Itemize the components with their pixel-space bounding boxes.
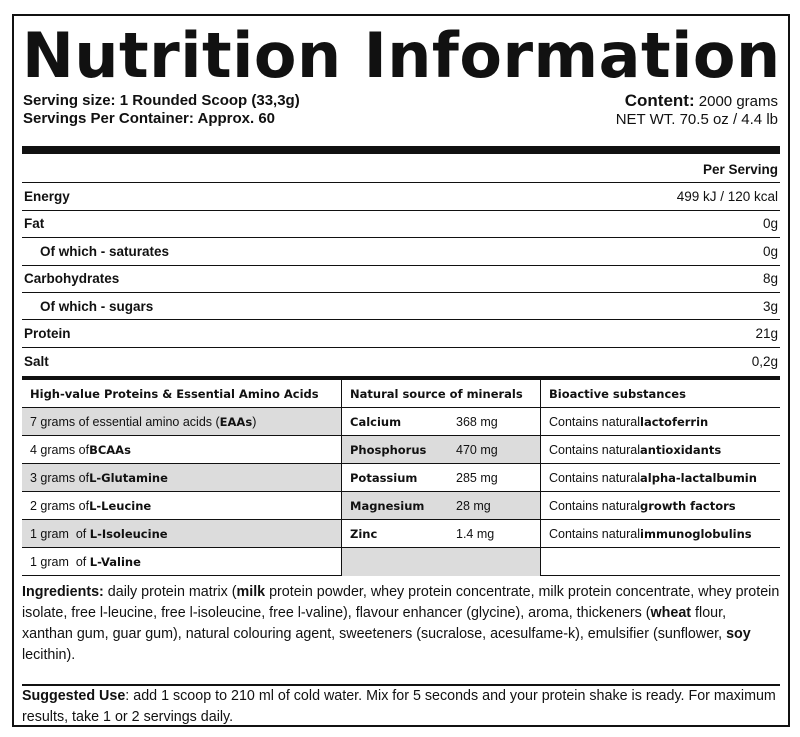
mineral-value: 368 mg (456, 414, 498, 429)
content-label: Content: (624, 91, 695, 110)
mineral-value: 285 mg (456, 470, 498, 485)
ingredients-text: lecithin). (22, 647, 76, 663)
bioactive-name: antioxidants (640, 442, 722, 457)
suggested-use-text: : add 1 scoop to 210 ml of cold water. Mix for 5 seconds and your protein shake is ready. For maximum results, take 1 or 2 servings daily. (22, 688, 776, 725)
bioactive-prefix: Contains natural (549, 442, 641, 457)
protein-text: 1 gram of (30, 555, 90, 569)
protein-highlight: L-Isoleucine (89, 526, 168, 541)
nutrition-label (12, 14, 790, 727)
bioactive-name: immunoglobulins (640, 526, 752, 541)
nutrient-row (22, 183, 780, 210)
ingredients-text: flour, xanthan gum, guar gum), natural colouring agent, sweeteners (sucralose, acesulfame-k), emulsifier (sunflower, (22, 605, 727, 642)
composition-table (22, 380, 780, 576)
divider-thick (22, 146, 780, 154)
nutrient-row (22, 238, 780, 265)
allergen-soy: soy (726, 626, 751, 642)
table-header-minerals: Natural source of minerals (342, 380, 541, 408)
protein-text: 4 grams of (30, 442, 90, 457)
bioactive-cell-empty (541, 548, 780, 576)
nutrient-name: Energy (24, 189, 70, 205)
mineral-cell (342, 520, 541, 548)
bioactive-prefix: Contains natural (549, 526, 641, 541)
protein-highlight: L-Leucine (89, 498, 152, 513)
net-weight: NET WT. 70.5 oz / 4.4 lb (615, 111, 778, 128)
nutrient-row (22, 320, 780, 347)
mineral-value: 28 mg (456, 498, 491, 513)
nutrient-value: 8g (762, 271, 778, 287)
bioactive-cell (541, 436, 780, 464)
nutrient-name: Of which - saturates (40, 243, 170, 259)
mineral-value: 1.4 mg (456, 526, 495, 541)
protein-highlight: L-Glutamine (89, 470, 168, 485)
ingredients-text: daily protein matrix ( (103, 584, 237, 600)
mineral-name: Calcium (350, 414, 402, 429)
content-line (616, 92, 778, 111)
per-serving-header (22, 156, 780, 183)
serving-size: Serving size: 1 Rounded Scoop (33,3g) (23, 92, 300, 109)
protein-cell (22, 520, 342, 548)
nutrient-name: Fat (24, 216, 45, 232)
nutrient-name: Protein (24, 326, 71, 342)
protein-highlight: BCAAs (89, 442, 131, 457)
allergen-milk: milk (236, 584, 266, 600)
protein-text: 2 grams of (30, 498, 90, 513)
protein-text: 3 grams of (30, 470, 90, 485)
table-header-proteins: High-value Proteins & Essential Amino Acids (22, 380, 342, 408)
protein-cell (22, 408, 342, 436)
allergen-wheat: wheat (650, 605, 692, 621)
protein-cell (22, 464, 342, 492)
bioactive-name: lactoferrin (640, 414, 709, 429)
nutrient-value: 0g (762, 243, 778, 259)
nutrition-facts (22, 156, 780, 375)
bioactive-cell (541, 492, 780, 520)
bioactive-prefix: Contains natural (549, 470, 641, 485)
nutrient-row (22, 266, 780, 293)
protein-cell (22, 436, 342, 464)
bioactive-name: growth factors (640, 498, 736, 513)
mineral-name: Phosphorus (350, 442, 427, 457)
nutrient-value: 0g (762, 216, 778, 232)
mineral-name: Potassium (350, 470, 418, 485)
mineral-name: Magnesium (350, 498, 425, 513)
mineral-cell (342, 408, 541, 436)
nutrient-value: 499 kJ / 120 kcal (676, 189, 778, 205)
protein-text-end: ) (252, 414, 257, 429)
serving-info (23, 92, 300, 128)
ingredients-text: protein powder, whey protein concentrate, milk protein concentrate, whey protein isolate, free l-leucine, free l-isoleucine, free l-valine), flavour enhancer (glycine), aroma, thickeners ( (22, 584, 780, 621)
ingredients-section (22, 582, 780, 666)
nutrient-name: Of which - sugars (40, 298, 154, 314)
nutrient-row (22, 348, 780, 375)
protein-highlight: EAAs (219, 414, 253, 429)
bioactive-cell (541, 520, 780, 548)
nutrient-value: 0,2g (751, 353, 778, 369)
mineral-name: Zinc (350, 526, 378, 541)
ingredients-label: Ingredients: (22, 584, 104, 600)
table-header-bioactive: Bioactive substances (541, 380, 780, 408)
protein-cell (22, 492, 342, 520)
mineral-cell (342, 492, 541, 520)
content-info (616, 92, 778, 129)
nutrient-name: Salt (24, 353, 49, 369)
bioactive-cell (541, 464, 780, 492)
suggested-use-label: Suggested Use (22, 688, 126, 704)
nutrient-name: Carbohydrates (24, 271, 120, 287)
content-value: 2000 grams (698, 93, 778, 110)
protein-text: 1 gram of (30, 526, 90, 541)
protein-text: 7 grams of essential amino acids ( (30, 414, 220, 429)
mineral-value: 470 mg (456, 442, 498, 457)
servings-per-container: Servings Per Container: Approx. 60 (23, 110, 276, 127)
bioactive-cell (541, 408, 780, 436)
suggested-use-section (22, 686, 780, 728)
mineral-cell (342, 436, 541, 464)
protein-cell (22, 548, 342, 576)
nutrient-value: 21g (755, 326, 778, 342)
nutrient-value: 3g (762, 298, 778, 314)
bioactive-name: alpha-lactalbumin (640, 470, 757, 485)
protein-highlight: L-Valine (89, 555, 141, 569)
page-title: Nutrition Information (22, 19, 781, 92)
nutrient-row (22, 211, 780, 238)
mineral-cell (342, 464, 541, 492)
mineral-cell-empty (342, 548, 541, 576)
bioactive-prefix: Contains natural (549, 414, 641, 429)
nutrient-row (22, 293, 780, 320)
column-header: Per Serving (702, 161, 778, 177)
bioactive-prefix: Contains natural (549, 498, 641, 513)
